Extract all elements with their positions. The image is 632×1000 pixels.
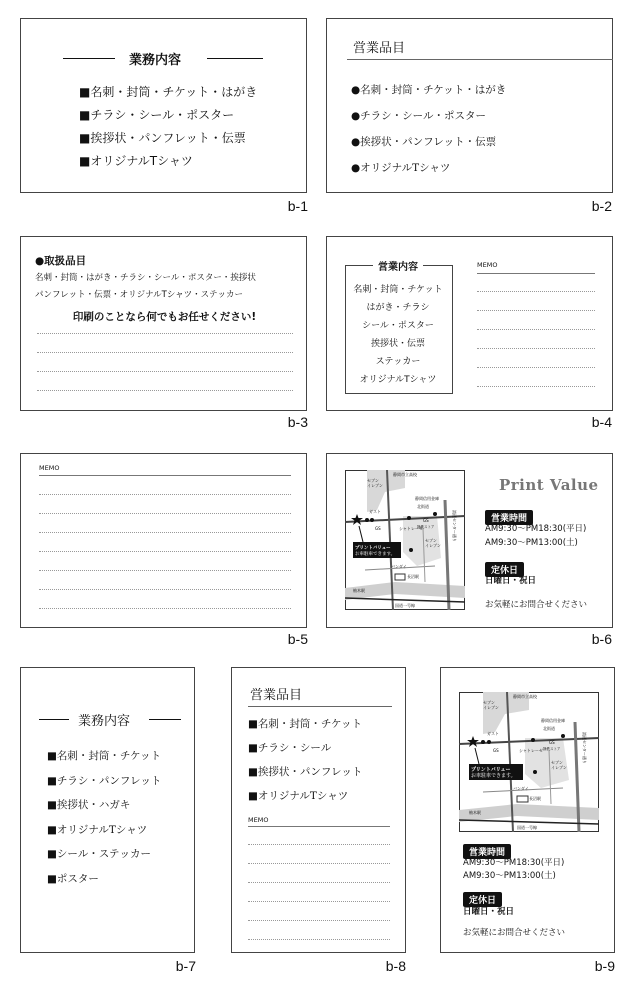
b2-title: 営業品目 [353, 41, 406, 56]
b6-hours-tag: 営業時間 [485, 510, 533, 525]
b8-item: ■名刺・封筒・チケット [248, 718, 362, 730]
b2-item: ●挨拶状・パンフレット・伝票 [351, 136, 497, 148]
card-b9 [440, 667, 615, 953]
b4-memo-label: MEMO [477, 261, 498, 269]
b8-memo-label: MEMO [248, 816, 269, 824]
map-label-station: 長沼駅 [529, 796, 541, 801]
b6-hours1: AM9:30～PM18:30(平日) [485, 524, 587, 534]
b7-item: ■チラシ・パンフレット [47, 774, 162, 787]
map-label-matsumoto: 柚木駅 [353, 588, 365, 593]
b6-hours2: AM9:30～PM13:00(土) [485, 538, 578, 548]
map-label-chateau: シャトレーゼ [399, 526, 423, 531]
map-label-road: 流通センター通り [452, 510, 457, 542]
map-label-kitabata: 北街道 [417, 504, 429, 509]
card-b7 [20, 667, 195, 953]
map-label-seven2: セブン [425, 538, 437, 543]
map-label-seven1: セブン [483, 700, 495, 705]
map-label-shizutetsu: 静鉄ストア [417, 525, 435, 529]
b8-memo-lines [248, 844, 390, 940]
b8-item: ■挨拶状・パンフレット [248, 766, 363, 778]
map-label-gs2: GS [423, 518, 429, 523]
card-b6 [326, 453, 613, 628]
map-label-gust: ガスト [487, 731, 499, 736]
map-label-gs1: GS [493, 748, 499, 753]
map-label-gs1: GS [375, 526, 381, 531]
map-label-bank: 静岡信用金庫 [415, 496, 439, 501]
b3-line1: 名刺・封筒・はがき・チラシ・シール・ポスター・挨拶状 [35, 273, 256, 283]
map-label-matsumoto: 柚木駅 [469, 810, 481, 815]
b1-item: ■名刺・封筒・チケット・はがき [79, 85, 258, 99]
b8-item: ■オリジナルTシャツ [248, 790, 349, 802]
map-label-eleven2: イレブン [425, 543, 441, 548]
map-label-chateau: シャトレーゼ [519, 748, 543, 753]
b6-holiday: 日曜日・祝日 [485, 576, 537, 586]
label-b2: b-2 [591, 198, 612, 214]
map-label-shop: プリントバリュー [355, 546, 391, 551]
card-b4 [326, 236, 613, 411]
b2-item: ●名刺・封筒・チケット・はがき [351, 84, 507, 96]
map-label-shizutetsu: 静鉄ストア [543, 747, 561, 751]
map-label-gs2: GS [549, 740, 555, 745]
b7-heading [39, 710, 181, 728]
label-b9: b-9 [594, 958, 615, 974]
b8-item: ■チラシ・シール [248, 742, 332, 754]
map-label-eleven1: イレブン [367, 483, 383, 488]
map-label-bandai: バンダイ [513, 786, 529, 791]
b8-title: 営業品目 [250, 688, 303, 703]
b4-list [345, 281, 451, 389]
label-b4: b-4 [591, 414, 612, 430]
b9-hours-tag: 営業時間 [463, 844, 511, 859]
map-label-eleven2: イレブン [551, 765, 567, 770]
card-b5 [20, 453, 307, 628]
card-b1 [20, 18, 307, 193]
map-label-route: 国道一号線 [395, 603, 415, 608]
b3-line2: パンフレット・伝票・オリジナルTシャツ・ステッカー [35, 290, 244, 300]
map-label-bandai: バンダイ [391, 564, 407, 569]
b4-item: 名刺・封筒・チケット [353, 285, 443, 295]
label-b6: b-6 [591, 631, 612, 647]
map-label-kitabata: 北街道 [543, 726, 555, 731]
b9-hours2: AM9:30～PM13:00(土) [463, 871, 556, 881]
b9-map [459, 692, 599, 832]
b2-item: ●オリジナルTシャツ [351, 162, 451, 174]
label-b8: b-8 [385, 958, 406, 974]
b5-memo-label: MEMO [39, 464, 60, 472]
map-label-eleven1: イレブン [483, 705, 499, 710]
map-label-shop: プリントバリュー [471, 767, 511, 773]
b9-holiday: 日曜日・祝日 [463, 907, 515, 917]
b7-item: ■名刺・封筒・チケット [47, 750, 161, 762]
b5-memo-lines [39, 494, 291, 609]
b7-item: ■オリジナルTシャツ [47, 823, 148, 836]
b1-heading [63, 49, 263, 67]
label-b3: b-3 [287, 414, 308, 430]
card-b3 [20, 236, 307, 411]
b2-list [351, 77, 506, 181]
b7-list [47, 744, 161, 891]
label-b1: b-1 [287, 198, 308, 214]
b1-item: ■挨拶状・パンフレット・伝票 [79, 131, 246, 145]
b4-item: 挨拶状・伝票 [370, 339, 425, 349]
map-label-gust: ガスト [369, 509, 381, 514]
card-b8 [231, 667, 406, 953]
map-label-school: 静岡市立高校 [513, 694, 537, 699]
b1-list [79, 81, 257, 173]
map-label-station: 長沼駅 [407, 574, 419, 579]
b7-item: ■挨拶状・ハガキ [47, 799, 131, 811]
b6-map [345, 470, 465, 610]
label-b5: b-5 [287, 631, 308, 647]
map-label-parking: お車駐車できます。 [471, 773, 516, 779]
b1-item: ■オリジナルTシャツ [79, 154, 193, 168]
b2-item: ●チラシ・シール・ポスター [351, 110, 486, 122]
b8-list [248, 712, 362, 808]
b4-item: ステッカー [375, 357, 421, 367]
map-label-bank: 静岡信用金庫 [541, 718, 565, 723]
card-b2 [326, 18, 613, 193]
map-label-seven1: セブン [367, 478, 379, 483]
b6-contact: お気軽にお問合せください [485, 600, 588, 610]
b9-hours1: AM9:30～PM18:30(平日) [463, 858, 565, 868]
map-label-parking: お車駐車できます。 [355, 552, 396, 557]
b4-item: はがき・チラシ [366, 303, 430, 313]
b4-title: 営業内容 [373, 258, 423, 273]
map-label-road: 流通センター通り [582, 732, 587, 764]
b3-slogan: 印刷のことなら何でもお任せください! [72, 311, 257, 323]
label-b7: b-7 [175, 958, 196, 974]
b4-item: オリジナルTシャツ [359, 375, 437, 385]
b4-memo-lines [477, 291, 595, 387]
b9-contact: お気軽にお問合せください [463, 928, 566, 938]
b7-item: ■シール・ステッカー [47, 848, 152, 860]
b3-title: ●取扱品目 [35, 255, 87, 267]
b7-item: ■ポスター [47, 872, 99, 885]
b1-item: ■チラシ・シール・ポスター [79, 108, 235, 122]
b9-holiday-tag: 定休日 [463, 892, 502, 907]
map-label-school: 静岡市立高校 [393, 472, 417, 477]
b6-holiday-tag: 定休日 [485, 562, 524, 577]
b1-title: 業務内容 [129, 53, 182, 68]
b6-brand: Print Value [499, 476, 599, 494]
b7-title: 業務内容 [78, 714, 131, 729]
b4-item: シール・ポスター [362, 321, 434, 331]
map-label-route: 国道一号線 [517, 825, 537, 830]
map-label-seven2: セブン [551, 760, 563, 765]
b3-dashed-lines [37, 333, 293, 391]
